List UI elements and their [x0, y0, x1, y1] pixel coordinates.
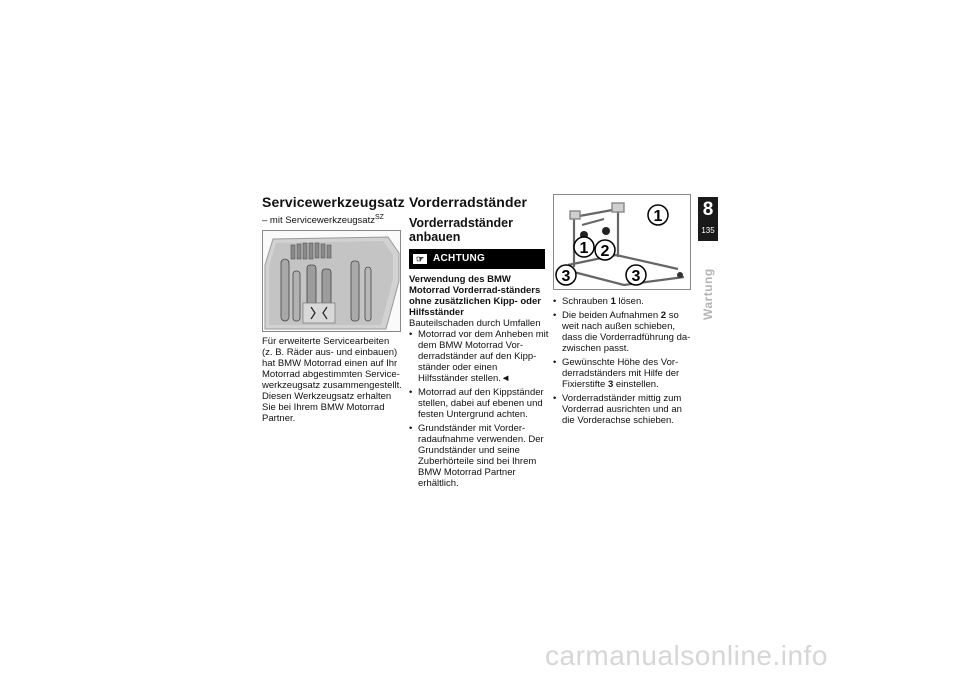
step-text: Schrauben: [562, 296, 611, 307]
step-text: einstellen.: [613, 379, 659, 390]
section-side-label: [689, 248, 729, 328]
list-item: [553, 357, 693, 390]
page-number: 135: [701, 226, 715, 235]
equipment-note-text: – mit Servicewerkzeugsatz: [262, 215, 375, 227]
step-text: Gewünschte Höhe des Vor-derradständers mit Hilfe der Fixierstifte: [562, 357, 680, 390]
equipment-note: [262, 212, 402, 226]
step-text: lösen.: [615, 296, 644, 307]
list-item: [553, 393, 693, 426]
service-kit-paragraph: Für erweiterte Servicearbeiten (z. B. Räder aus- und einbauen) hat BMW Motorrad einen auf Ihr Motorrad abgestimmten Service-werkzeugsatz zusammengestellt. Diesen Werkzeugsatz erhalten Sie bei Ihrem BMW Motorrad Partner.: [262, 336, 402, 425]
step-ref: 3: [607, 379, 614, 390]
chapter-tab: [698, 197, 718, 241]
chapter-number: 8: [702, 199, 714, 220]
column-stand-steps: [553, 194, 693, 429]
service-kit-illustration: [263, 231, 400, 331]
callout-1-left: 1: [579, 240, 589, 257]
section-title-front-stand: Vorderradständer: [409, 194, 528, 210]
warning-text: Bauteilschaden durch Umfallen: [409, 318, 541, 329]
section-name: Wartung: [701, 268, 715, 320]
column-front-stand: [409, 194, 549, 492]
warning-label: ACHTUNG: [433, 253, 486, 264]
step-text: Vorderradständer mittig zum Vorderrad ausrichten und an die Vorderachse schieben.: [562, 393, 682, 426]
step-ref: 1: [610, 296, 616, 307]
list-item: [553, 296, 693, 307]
stand-steps-list: [553, 296, 693, 426]
callout-2: 2: [600, 243, 610, 260]
column-service-kit: [262, 194, 405, 425]
step-text: so weit nach außen schieben, dass die Vorderradführung da-zwischen passt.: [562, 310, 691, 354]
service-kit-image: [262, 230, 401, 332]
step-text: Die beiden Aufnahmen: [562, 310, 661, 321]
callout-3-left: 3: [561, 268, 571, 285]
list-item: • Motorrad auf den Kippständer stellen, dabei auf ebenen und festen Untergrund achten.: [409, 387, 549, 420]
warning-heading: Verwendung des BMW Motorrad Vorderrad-ständers ohne zusätzlichen Kipp- oder Hilfsständer: [409, 274, 541, 318]
watermark: carmanualsonline.info: [545, 640, 828, 671]
subsection-title-mount: Vorderradständer anbauen: [409, 216, 513, 244]
warning-icon: ☞: [413, 254, 427, 264]
front-stand-illustration: [554, 195, 690, 289]
list-item: • Motorrad vor dem Anheben mit dem BMW Motorrad Vor-derradständer auf den Kipp-ständer oder einen Hilfsständer stellen.◄: [409, 329, 549, 384]
equipment-code: SZ: [374, 214, 384, 221]
step-ref: 2: [660, 310, 667, 321]
list-item: • Grundständer mit Vorder-radaufnahme verwenden. Der Grundständer und seine Zuberhörteile sind bei Ihrem BMW Motorrad Partner erhältlich.: [409, 423, 549, 489]
front-stand-list: [409, 329, 549, 489]
list-item: [553, 310, 693, 354]
front-stand-image: [553, 194, 691, 290]
callout-1-right: 1: [653, 208, 663, 225]
warning-banner: [409, 249, 545, 269]
callout-3-right: 3: [631, 268, 641, 285]
section-title-service-kit: Servicewerkzeugsatz: [262, 194, 405, 210]
